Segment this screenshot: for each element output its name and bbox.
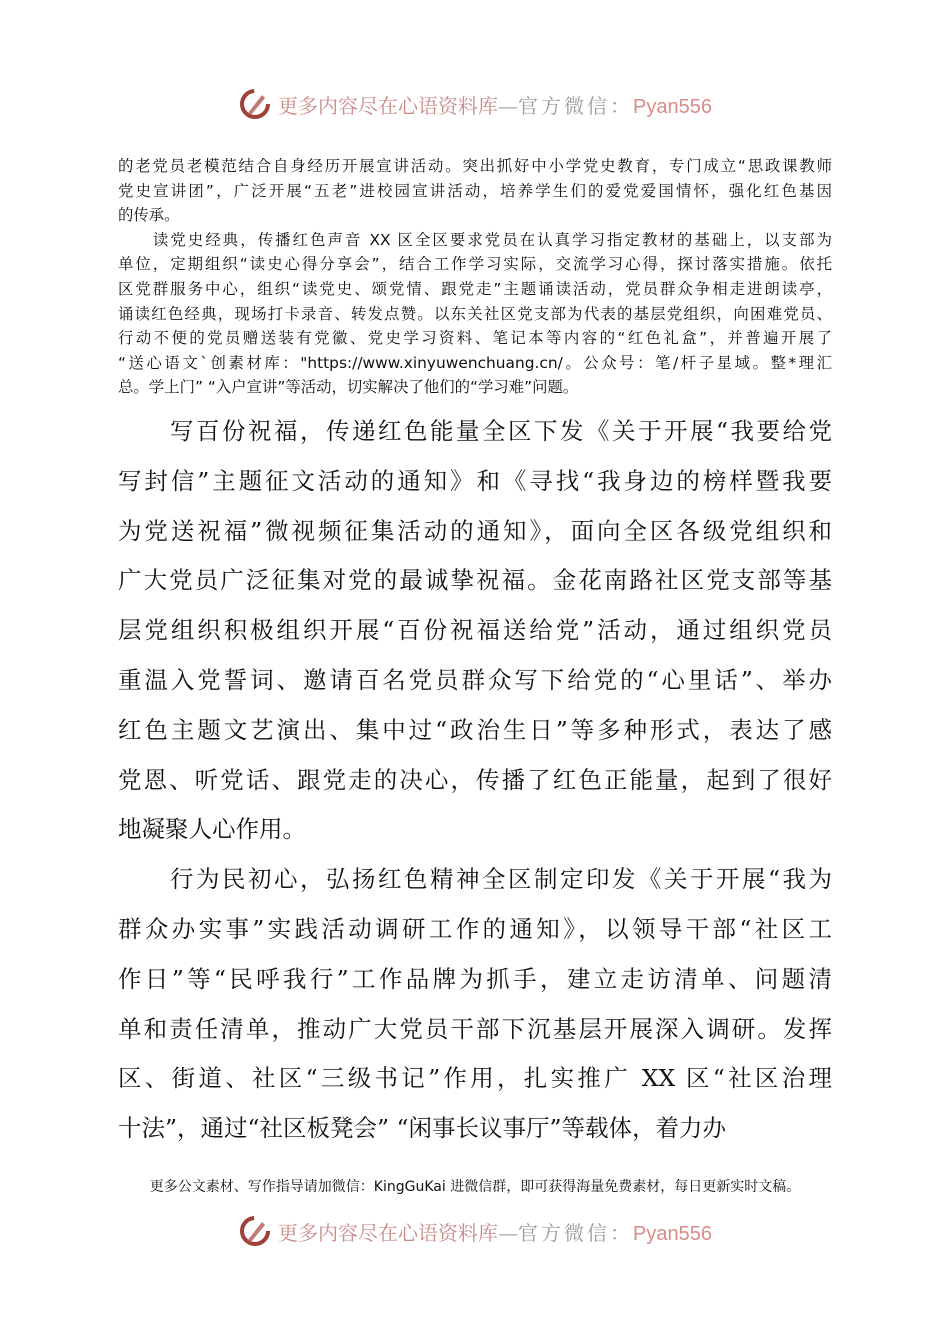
text-line: 广大党员广泛征集对党的最诚挚祝福。金花南路社区党支部等基	[118, 566, 832, 595]
text-line: 层党组织积极组织开展“百份祝福送给党”活动，通过组织党员	[118, 616, 832, 645]
banner-text: 更多内容尽在心语资料库—官方微信：Pyan556	[278, 93, 712, 118]
text-line: 十法”，通过“社区板凳会” “闲事长议事厅”等载体，着力办	[118, 1114, 727, 1143]
text-line: 诵读红色经典，现场打卡录音、转发点赞。以东关社区党支部为代表的基层党组织，向困难党员、	[118, 304, 832, 323]
text-line: 党史宣讲团”，广泛开展“五老”进校园宣讲活动，培养学生们的爱党爱国情怀，强化红色基因	[118, 181, 832, 200]
text-line: 作日”等“民呼我行”工作品牌为抓手，建立走访清单、问题清	[118, 964, 832, 993]
text-line: 地凝聚人心作用。	[118, 815, 306, 844]
text-line: “送心语文`创素材库："https://www.xinyuwenchuang.cn/。公众号：笔/杆子星域。整*理汇	[118, 353, 832, 372]
text-line: 红色主题文艺演出、集中过“政治生日”等多种形式，表达了感	[118, 715, 832, 744]
text-line: 重温入党誓词、邀请百名党员群众写下给党的“心里话”、举办	[118, 665, 832, 694]
header-watermark-banner	[0, 84, 950, 124]
text-line: 单位，定期组织“读史心得分享会”，结合工作学习实际，交流学习心得，探讨落实措施。依托	[118, 255, 832, 274]
text-line: 写封信”主题征文活动的通知》和《寻找“我身边的榜样暨我要	[118, 466, 832, 495]
text-line: 读党史经典，传播红色声音 XX 区全区要求党员在认真学习指定教材的基础上，以支部为	[118, 230, 832, 249]
pen-logo-icon	[238, 1214, 272, 1248]
text-line: 区党群服务中心，组织“读党史、颂党情、跟党走”主题诵读活动，党员群众争相走进朗读亭，	[118, 279, 832, 298]
text-line: 党恩、听党话、跟党走的决心，传播了红色正能量，起到了很好	[118, 765, 832, 794]
text-line: 的传承。	[118, 206, 180, 225]
text-line: 区、街道、社区“三级书记”作用，扎实推广 XX 区“社区治理	[118, 1064, 832, 1093]
text-line: 单和责任清单，推动广大党员干部下沉基层开展深入调研。发挥	[118, 1014, 832, 1043]
pen-logo-icon	[238, 87, 272, 121]
text-line: 为党送祝福”微视频征集活动的通知》，面向全区各级党组织和	[118, 516, 832, 545]
banner-text: 更多内容尽在心语资料库—官方微信：Pyan556	[278, 1220, 712, 1245]
text-line: 总。学上门” “入户宣讲”等活动，切实解决了他们的“学习难”问题。	[118, 378, 579, 397]
text-line: 的老党员老模范结合自身经历开展宣讲活动。突出抓好中小学党史教育，专门成立“思政课教师	[118, 157, 832, 175]
body-small-paragraphs	[118, 154, 832, 400]
text-line: 群众办实事”实践活动调研工作的通知》，以领导干部“社区工	[118, 914, 832, 943]
body-large-paragraphs	[118, 407, 832, 1154]
text-line: 写百份祝福，传递红色能量全区下发《关于开展“我要给党	[118, 417, 832, 445]
footer-note: 更多公文素材、写作指导请加微信：KingGuKai 进微信群，即可获得海量免费素材，每日更新实时文稿。	[149, 1179, 801, 1195]
text-line: 行为民初心，弘扬红色精神全区制定印发《关于开展“我为	[118, 865, 832, 894]
text-line: 行动不便的党员赠送装有党徽、党史学习资料、笔记本等内容的“红色礼盒”，并普遍开展了	[118, 329, 832, 348]
footer-watermark-banner	[0, 1211, 950, 1251]
